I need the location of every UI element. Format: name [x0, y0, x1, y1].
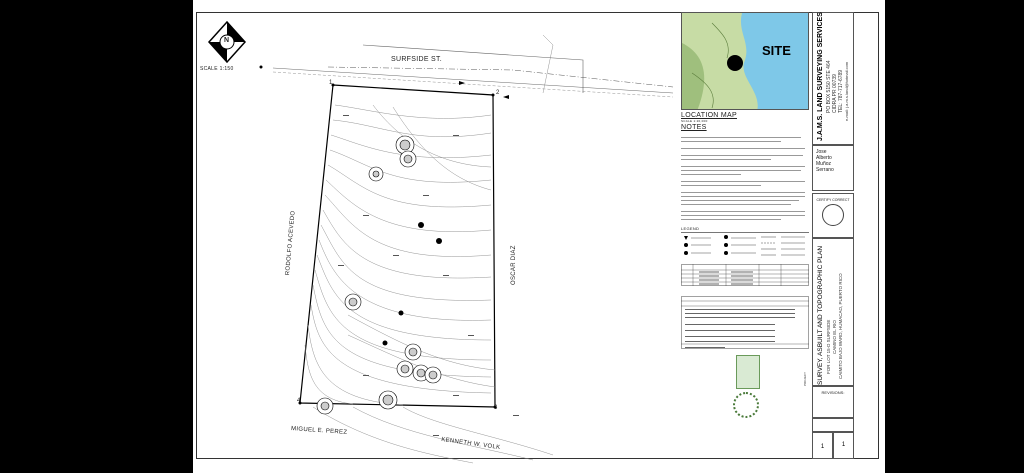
location-map: [681, 12, 809, 110]
company-name: J.A.M.S. LAND SURVEYING SERVICES: [817, 12, 824, 141]
sheet-total-box: [833, 432, 854, 459]
seal-icon: [733, 392, 759, 418]
drawing-sheet: [193, 0, 885, 473]
legend-symbols: [681, 233, 809, 261]
company-phone: TEL: 787-717-6789: [838, 69, 844, 113]
coordinates-table: [681, 264, 809, 286]
company-city: CIDRA PR 00739: [832, 74, 838, 113]
project-line4: CAIMITO BAJO WARD, HUMACAO, PUERTO RICO: [838, 273, 843, 379]
certify-box: [812, 193, 854, 238]
project-box: [812, 238, 854, 386]
certify-title: CERTIFY CORRECT: [816, 198, 850, 202]
vertex-4-label: 4: [297, 398, 301, 404]
owner-bottom-left-label: MIGUEL E. PEREZ: [290, 426, 348, 436]
surveyor-last1: Muñoz: [816, 161, 832, 167]
location-map-scale: SCALE 1:20,000: [681, 119, 708, 123]
date-box: [812, 418, 854, 432]
company-box: [812, 12, 854, 145]
legend-title: LEGEND: [681, 226, 700, 231]
project-line2: FOR LOT 15-D SURFSIDE: [826, 319, 831, 374]
company-email: e-mail: j.a.m.s.land@hotmail.com: [844, 61, 849, 121]
location-map-image: [682, 13, 809, 110]
sheet-number: 1: [820, 444, 825, 450]
company-address: PO BOX 5150 STE 464: [826, 60, 832, 113]
vertex-1-label: 1: [329, 80, 333, 86]
revisions-box: [812, 386, 854, 418]
notes-title: NOTES: [681, 124, 707, 131]
vertex-3-label: 3: [494, 405, 498, 411]
project-label: PROJECT: [803, 371, 807, 386]
owner-bottom-right-label: KENNETH W. VOLK: [440, 436, 501, 452]
green-stamp: [736, 355, 760, 389]
project-line3: CAMINO EL RIO: [832, 320, 837, 354]
surveyor-box: [812, 145, 854, 191]
sheet-total: 1: [841, 442, 846, 448]
scale-label: SCALE 1:150: [200, 66, 234, 72]
notes-body: [681, 134, 809, 223]
legend-box: [681, 232, 809, 261]
surveyor-first: Jose: [816, 149, 827, 155]
surveyor-middle: Alberto: [816, 155, 832, 161]
certify-seal-icon: [822, 204, 844, 226]
sheet-number-box: [812, 432, 833, 459]
owner-right-label: OSCAR DIAZ: [511, 245, 517, 285]
survey-plan: [253, 15, 673, 465]
north-label: N: [224, 37, 230, 44]
revisions-title: REVISIONS:: [821, 390, 845, 395]
street-label: SURFSIDE ST.: [391, 56, 443, 63]
bearings-table: [681, 296, 809, 352]
vertex-2-label: 2: [496, 90, 500, 96]
location-map-title: LOCATION MAP: [681, 112, 737, 119]
site-label: SITE: [762, 43, 791, 58]
surveyor-last2: Serrano: [816, 167, 834, 173]
owner-left-label: RODOLFO ACEVEDO: [285, 210, 297, 276]
project-title: SURVEY, ASBUILT AND TOPOGRAPHIC PLAN: [817, 245, 824, 385]
